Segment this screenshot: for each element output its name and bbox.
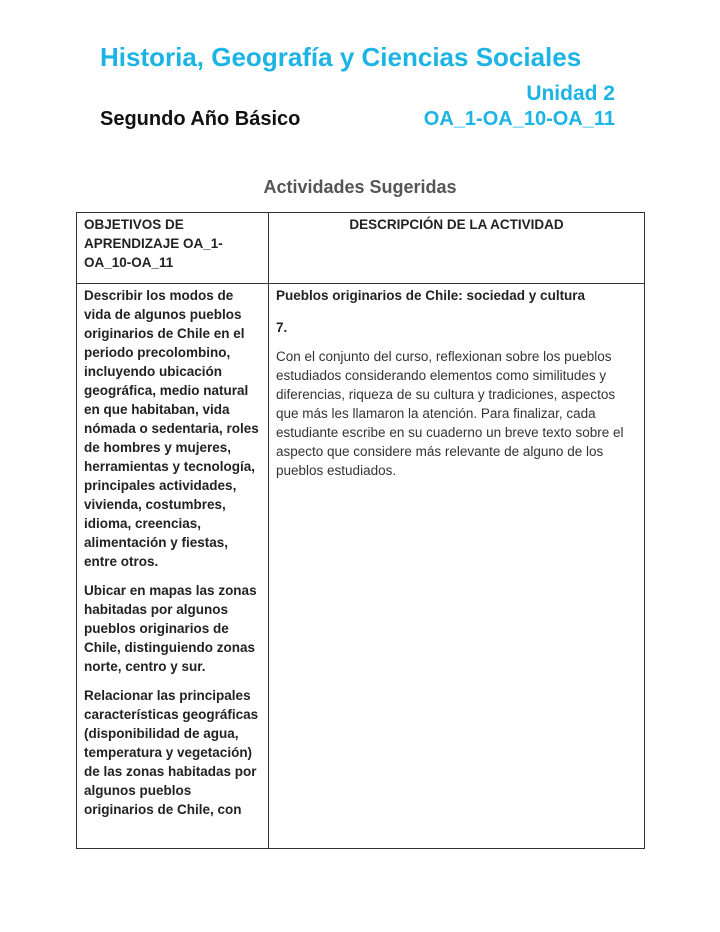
objectives-cell <box>77 284 269 849</box>
header-objectives: OBJETIVOS DE APRENDIZAJE OA_1-OA_10-OA_11 <box>77 213 269 284</box>
table-row <box>77 284 645 849</box>
objective-item: Relacionar las principales características geográficas (disponibilidad de agua, temperatura y vegetación) de las zonas habitadas por algunos pueblos originarios de Chile, con <box>84 688 259 817</box>
activity-cell <box>269 284 645 849</box>
document-title: Historia, Geografía y Ciencias Sociales <box>100 42 582 72</box>
activities-table <box>76 212 645 849</box>
objective-item: Describir los modos de vida de algunos pueblos originarios de Chile en el periodo precolombino, incluyendo ubicación geográfica, medio natural en que habitaban, vida nómada o sedentaria, roles de hombres y mujeres, herramientas y tecnología, principales actividades, vivienda, costumbres, idioma, creencias, alimentación y fiestas, entre otros. <box>84 288 259 569</box>
grade-label: Segundo Año Básico <box>100 108 301 130</box>
activity-description: Con el conjunto del curso, reflexionan sobre los pueblos estudiados considerando elementos como similitudes y diferencias, riqueza de su cultura y tradiciones, aspectos que más les llamaron la atención. Para finalizar, cada estudiante escribe en su cuaderno un breve texto sobre el aspecto que considere más relevante de alguno de los pueblos estudiados. <box>276 349 624 478</box>
activity-number: 7. <box>276 320 288 335</box>
table-header-row <box>77 213 645 284</box>
objective-item: Ubicar en mapas las zonas habitadas por algunos pueblos originarios de Chile, distinguiendo zonas norte, centro y sur. <box>84 583 257 674</box>
oa-codes-label: OA_1-OA_10-OA_11 <box>423 108 615 130</box>
unit-label: Unidad 2 <box>526 82 615 105</box>
header-description: DESCRIPCIÓN DE LA ACTIVIDAD <box>269 213 645 284</box>
activity-heading: Pueblos originarios de Chile: sociedad y cultura <box>276 288 586 303</box>
section-title: Actividades Sugeridas <box>263 177 457 197</box>
